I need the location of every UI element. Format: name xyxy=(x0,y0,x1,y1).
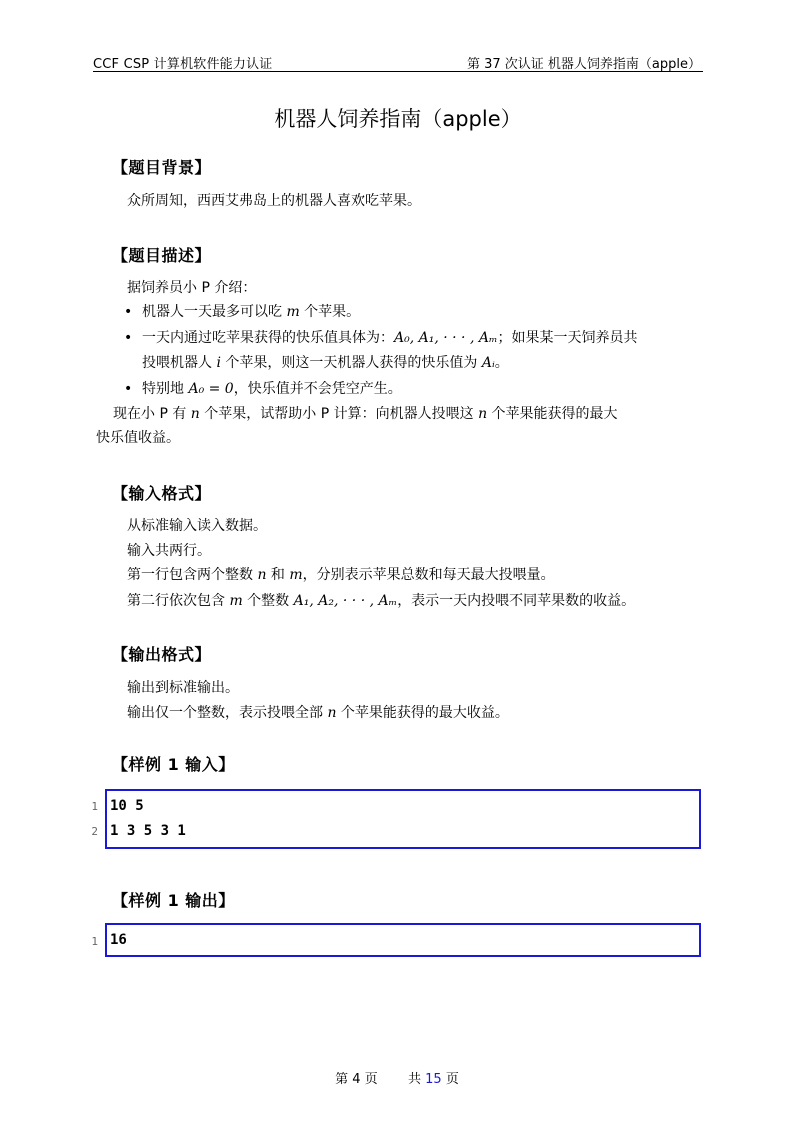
bullet-2b-text-pre: 投喂机器人 xyxy=(142,355,217,371)
output-line-2-var-n: n xyxy=(327,705,337,721)
header-left-title: CCF CSP 计算机软件能力认证 xyxy=(93,57,273,72)
summary-text-post: 个苹果能获得的最大 xyxy=(487,406,618,422)
footer-page-pre: 第 xyxy=(335,1072,353,1087)
input-line-3-var-n: n xyxy=(257,567,267,583)
bullet-3-text-post: ，快乐值并不会凭空产生。 xyxy=(233,381,402,397)
footer-total-pre: 共 xyxy=(408,1072,426,1087)
background-heading: 【题目背景】 xyxy=(112,158,212,177)
bullet-marker: • xyxy=(124,330,133,346)
header-right-title: 第 37 次认证 机器人饲养指南（apple） xyxy=(466,57,701,72)
bullet-2b-var-i: i xyxy=(216,355,221,371)
input-line-3-pre: 第一行包含两个整数 xyxy=(127,567,258,583)
bullet-2b-math-ai: Aᵢ xyxy=(481,355,495,371)
sample-input-line-1: 10 5 xyxy=(110,798,144,814)
bullet-1-var-m: m xyxy=(286,304,300,320)
bullet-2b-text-mid: 个苹果，则这一天机器人获得的快乐值为 xyxy=(220,355,482,371)
input-format-line-3 xyxy=(127,563,555,587)
sample-input-heading: 【样例 1 输入】 xyxy=(112,755,235,774)
output-format-line-2 xyxy=(127,701,509,725)
line-number: 1 xyxy=(91,935,98,948)
footer-page-number: 4 xyxy=(352,1072,361,1087)
input-line-4-var-m: m xyxy=(229,593,243,609)
footer-total-pages-link[interactable]: 15 xyxy=(425,1072,442,1087)
page-footer xyxy=(0,1068,794,1087)
input-format-line-4 xyxy=(127,589,635,613)
header-divider xyxy=(93,71,703,72)
bullet-2-text-pre: 一天内通过吃苹果获得的快乐值具体为： xyxy=(142,330,394,346)
line-number: 1 xyxy=(91,800,98,813)
description-intro: 据饲养员小 P 介绍： xyxy=(127,280,257,296)
input-line-3-var-m: m xyxy=(289,567,303,583)
input-line-4-mid: 个整数 xyxy=(242,593,294,609)
output-line-2-post: 个苹果能获得的最大收益。 xyxy=(336,705,509,721)
sample-output-heading: 【样例 1 输出】 xyxy=(112,891,235,910)
summary-text-pre: 现在小 P 有 xyxy=(113,406,191,422)
bullet-3-text-pre: 特别地 xyxy=(142,381,189,397)
input-line-3-mid: 和 xyxy=(266,567,290,583)
description-bullet-1 xyxy=(142,300,360,324)
input-format-line-1: 从标准输入读入数据。 xyxy=(127,518,267,534)
background-text: 众所周知，西西艾弗岛上的机器人喜欢吃苹果。 xyxy=(127,193,421,209)
bullet-2b-text-post: 。 xyxy=(494,355,509,371)
bullet-1-text-pre: 机器人一天最多可以吃 xyxy=(142,304,287,320)
description-bullet-2-line-1 xyxy=(142,326,638,350)
description-summary-line-1 xyxy=(113,402,618,426)
description-summary-line-2: 快乐值收益。 xyxy=(96,430,180,446)
line-number: 2 xyxy=(91,825,98,838)
sample-output-code-box[interactable] xyxy=(105,923,701,957)
input-line-4-math-a-list: A₁, A₂, · · · , Aₘ xyxy=(293,593,398,609)
footer-page-post: 页 xyxy=(360,1072,378,1087)
bullet-3-math-a0: A₀ = 0 xyxy=(188,381,234,397)
bullet-2-math-a-list: A₀, A₁, · · · , Aₘ xyxy=(394,330,498,346)
description-bullet-3 xyxy=(142,377,402,401)
input-line-4-pre: 第二行依次包含 xyxy=(127,593,230,609)
bullet-marker: • xyxy=(124,304,133,320)
input-line-4-post: ，表示一天内投喂不同苹果数的收益。 xyxy=(397,593,636,609)
output-line-2-pre: 输出仅一个整数，表示投喂全部 xyxy=(127,705,328,721)
input-line-3-post: ，分别表示苹果总数和每天最大投喂量。 xyxy=(302,567,555,583)
summary-var-n: n xyxy=(190,406,200,422)
description-heading: 【题目描述】 xyxy=(112,246,212,265)
page-title: 机器人饲养指南（apple） xyxy=(274,107,522,131)
bullet-2-text-post: ；如果某一天饲养员共 xyxy=(497,330,638,346)
bullet-marker: • xyxy=(124,381,133,397)
sample-output-line-1: 16 xyxy=(110,932,127,948)
input-format-line-2: 输入共两行。 xyxy=(127,543,211,559)
summary-var-n-2: n xyxy=(478,406,488,422)
sample-input-code-box[interactable] xyxy=(105,789,701,849)
output-format-line-1: 输出到标准输出。 xyxy=(127,680,239,696)
bullet-1-text-post: 个苹果。 xyxy=(299,304,361,320)
output-format-heading: 【输出格式】 xyxy=(112,645,212,664)
input-format-heading: 【输入格式】 xyxy=(112,484,212,503)
summary-text-mid: 个苹果，试帮助小 P 计算：向机器人投喂这 xyxy=(199,406,479,422)
sample-input-line-2: 1 3 5 3 1 xyxy=(110,823,186,839)
description-bullet-2-line-2 xyxy=(142,351,509,375)
footer-total-post: 页 xyxy=(441,1072,459,1087)
